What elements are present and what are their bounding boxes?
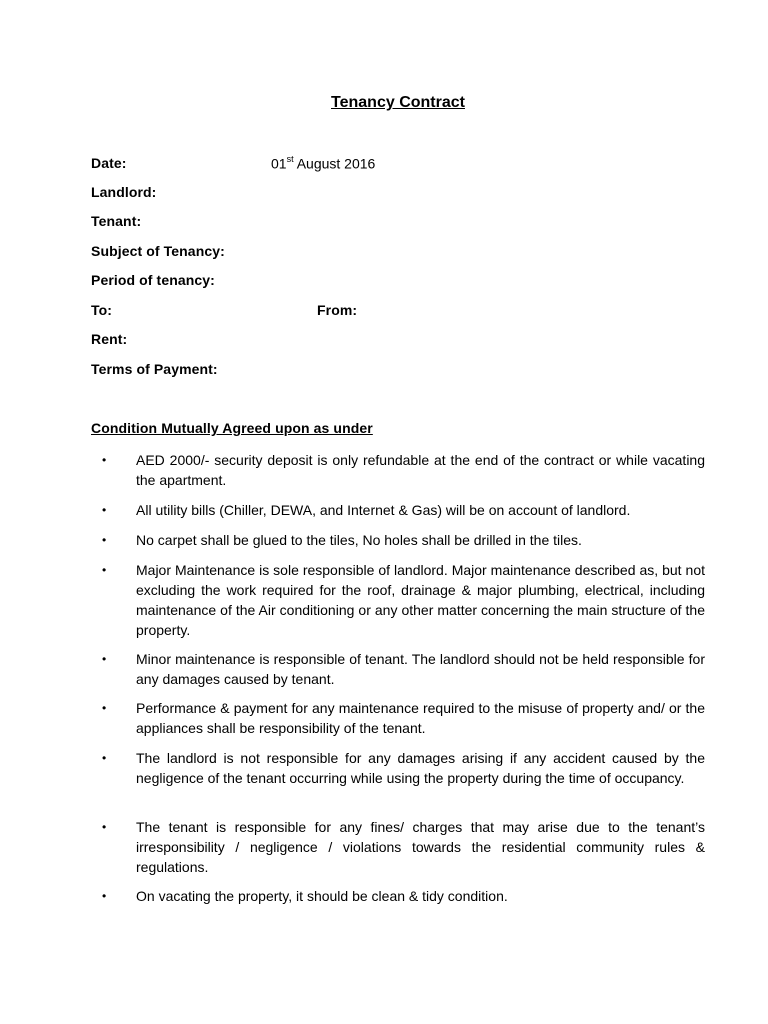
bullet-icon: • [102,701,107,715]
date-value [271,155,375,172]
terms-label: Terms of Payment: [91,361,218,377]
bullet-icon: • [102,889,107,903]
bullet-icon: • [102,453,107,467]
subject-label: Subject of Tenancy: [91,243,225,259]
landlord-label: Landlord: [91,184,157,200]
bullet-icon: • [102,751,107,765]
list-item: • All utility bills (Chiller, DEWA, and Internet & Gas) will be on account of landlord. [102,502,631,518]
to-label: To: [91,302,113,318]
list-item: • Minor maintenance is responsible of tenant. The landlord should not be held responsible for any damages caused by tenant. [102,651,705,687]
list-item: • Performance & payment for any maintenance required to the misuse of property and/ or the appliances shall be responsibility of the tenant. [102,700,705,736]
conditions-heading: Condition Mutually Agreed upon as under [91,420,373,436]
bullet-icon: • [102,652,107,666]
list-item: • No carpet shall be glued to the tiles, No holes shall be drilled in the tiles. [102,532,582,548]
date-day: 01 [271,155,287,172]
bullet-icon: • [102,563,107,577]
bullet-icon: • [102,503,107,517]
period-label: Period of tenancy: [91,272,215,288]
bullet-icon: • [102,533,107,547]
from-label: From: [317,302,358,318]
bullet-icon: • [102,820,107,834]
date-month-year: August 2016 [293,155,376,172]
list-item: • On vacating the property, it should be clean & tidy condition. [102,888,508,904]
date-label: Date: [91,155,127,171]
tenant-label: Tenant: [91,213,142,229]
list-item: • The tenant is responsible for any fines/ charges that may arise due to the tenant’s irresponsibility / negligence / violations towards the residential community rules & regulations. [102,819,705,875]
page-title: Tenancy Contract [331,94,465,111]
date-ordinal: st [286,154,294,164]
list-item: • AED 2000/- security deposit is only refundable at the end of the contract or while vacating the apartment. [102,452,705,488]
list-item: • The landlord is not responsible for any damages arising if any accident caused by the negligence of the tenant occurring while using the property during the time of occupancy. [102,750,705,786]
list-item: • Major Maintenance is sole responsible of landlord. Major maintenance described as, but not excluding the work required for the roof, drainage & major plumbing, electrical, including maintenance of the Air conditioning or any other matter concerning the main structure of the property. [102,562,705,638]
rent-label: Rent: [91,331,128,347]
